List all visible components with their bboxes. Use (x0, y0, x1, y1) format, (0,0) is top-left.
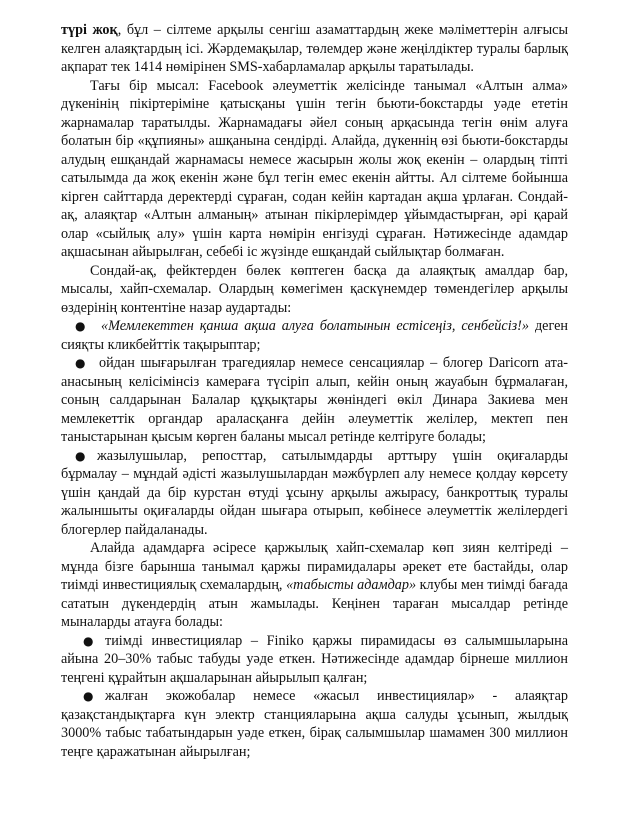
bullet-icon: ● (75, 448, 86, 463)
list-item-5-text: жалған экожобалар немесе «жасыл инвестициялар» - алаяқтар қазақстандықтарға күн электр станцияларына ақша салуды ұсынып, жылдық 3000% табыс табатындарын уәде еткен, бірақ салымшылар шамамен 300 миллион теңге қаражатынан айырылған; (61, 688, 568, 760)
bullet-icon: ● (75, 356, 86, 370)
list-item-4 (61, 632, 568, 688)
list-item-3 (61, 447, 568, 540)
document-page (61, 21, 568, 761)
list-item-2 (61, 354, 568, 447)
list-item-1-text: деген сияқты кликбейттік тақырыптар; (61, 318, 568, 353)
bullet-icon: ● (75, 319, 86, 333)
bullet-icon: ● (83, 633, 94, 648)
paragraph-1-text: , бұл – сілтеме арқылы сенгіш азаматтардың жеке мәліметтерін алғысы келген алаяқтардың ісі. Жәрдемақылар, төлемдер және жеңілдіктер туралы барлық ақпарат тек 1414 нөмірінен SMS-хабарламалар арқылы таратылады. (61, 22, 568, 75)
paragraph-4-text-a: Алайда адамдарға әсіресе қаржылық хайп-схемалар көп зиян келтіреді – мұнда бізге барынша танымал қаржы пирамидалары әрекет ете бастайды, олар тиімді инвестициялық схемалардың, (61, 540, 568, 593)
paragraph-4 (61, 539, 568, 632)
list-item-5 (61, 687, 568, 761)
paragraph-2: Тағы бір мысал: Facebook әлеуметтік желісінде танымал «Алтын алма» дүкенінің пікіртеріміне қатысқаны үшін тегін бьюти-бокстарды уәде ететін жарнамалар таратылды. Жарнамадағы әйел соның арқасында тегін өнім алуға болатын бір «құпияны» ашқанына сендірді. Алайда, дүкеннің өзі бьюти-бокстарды алудың ешқандай жарнамасы немесе жасырын жолы жоқ екенін – олардың тіпті сатылымда да жоқ екенін және бұл тегін емес екенін айтты. Ал сілтеме бойынша кірген сайттарда деректерді сұраған, содан кейін картадан ақша ұрлаған. Сондай-ақ, алаяқтар «Алтын алманың» атынан пікірлерімдер ұйымдастырған, әрі қарай олар «сыйлық алу» үшін карта нөмірін енгізуді сұраған. Нәтижесінде адамдар ақшасынан айырылған, себебі іс жүзінде ешқандай сыйлықтар болмаған. (61, 77, 568, 260)
paragraph-4-italic: «табысты адамдар» (286, 577, 417, 593)
list-item-3-text: жазылушылар, репосттар, сатылымдарды арттыру үшін оқиғаларды бұрмалау – мұндай әдісті жазылушылардан мәжбүрлеп алу немесе қолдау көрсету үшін қандай да бір курстан өтуді ұсыну арқылы ажырасу, банкроттық туралы жалыншыты оқиғаларды ойдан шығара отырып, көбінесе әлеуметтік желілердегі блогерлер пайдаланады. (61, 447, 568, 538)
paragraph-1 (61, 21, 568, 77)
list-item-2-text: ойдан шығарылған трагедиялар немесе сенсациялар – блогер Daricorn ата-анасының келісімінсіз камераға түсіріп алып, кейін оның жауабын бұрмалаған, соның салдарынан Балалар құқықтары жөніндегі өкіл Динара Закиева мен мемлекеттік органдар араласқанға дейін әлеуметтік желілер, мектеп пен таныстарынан қысым көрген баланы мысал ретінде келтіруге болады; (61, 355, 568, 445)
paragraph-4-text-b: клубы мен тиімді бағада сататын дүкендердің атын жамылады. Кеңінен тараған мысалдар ретінде мыналарды атауға болады: (61, 577, 568, 630)
list-item-1 (61, 317, 568, 354)
bullet-icon: ● (83, 689, 94, 703)
list-item-1-italic: «Мемлекеттен қанша ақша алуға болатынын естісеңіз, сенбейсіз!» (101, 318, 529, 334)
paragraph-3: Сондай-ақ, фейктерден бөлек көптеген басқа да алаяқтық амалдар бар, мысалы, хайп-схемалар. Олардың көмегімен қаскүнемдер төмендегілер арқылы өздерінің контентіне назар аудартады: (61, 262, 568, 316)
paragraph-1-lead: түрі жоқ (61, 22, 118, 38)
list-item-4-text: тиімді инвестициялар – Finiko қаржы пирамидасы өз салымшыларына айына 20–30% табыс табуды уәде еткен. Нәтижесінде адамдар бірнеше миллион теңгені құрайтын ақшаларынан айырылып қалған; (61, 632, 568, 686)
